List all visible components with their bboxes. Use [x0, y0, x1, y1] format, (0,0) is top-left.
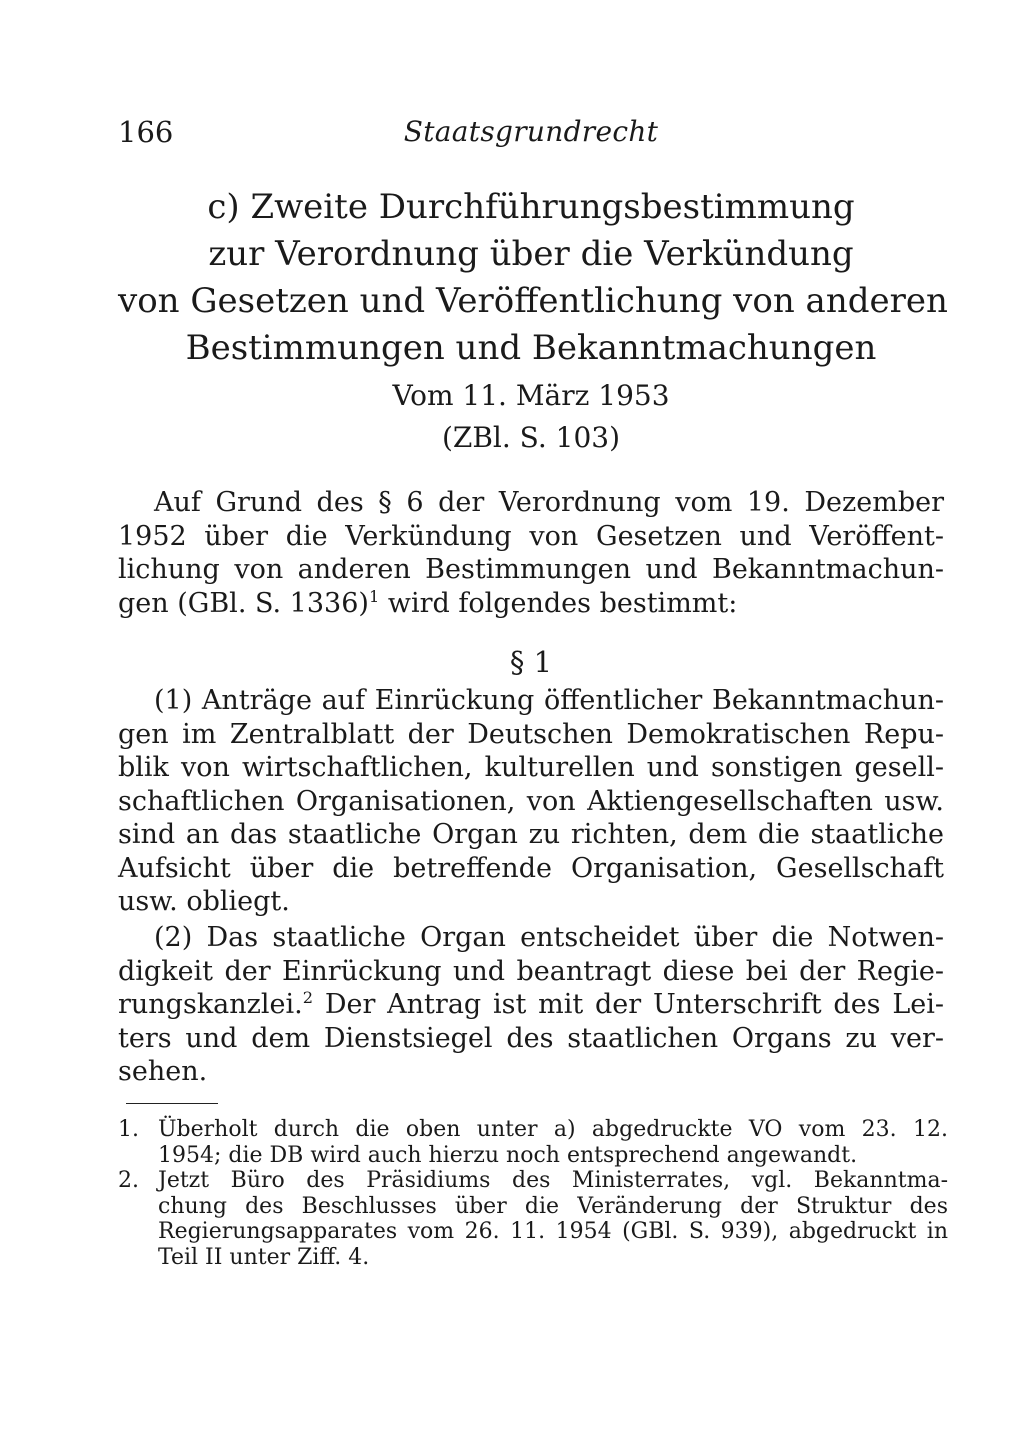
text-fragment: wird folgendes bestimmt: — [379, 587, 738, 619]
issue-date: Vom 11. März 1953 — [392, 379, 670, 412]
paragraph-1 — [118, 684, 944, 919]
document-title — [118, 184, 948, 458]
footnote-divider — [126, 1103, 218, 1104]
text-fragment: Der Antrag ist mit der Unterschrift des Lei- — [313, 989, 944, 1020]
footnote-line: Teil II unter Ziff. 4. — [158, 1244, 370, 1270]
text-line: usw. obliegt. — [118, 886, 290, 917]
footnote-line: Überholt durch die oben unter a) abgedruckte VO vom 23. 12. — [158, 1117, 948, 1142]
footnote — [118, 1168, 948, 1270]
text-line: Auf Grund des § 6 der Verordnung vom 19. Dezember — [154, 487, 944, 518]
text-line: lichung von anderen Bestimmungen und Bekanntmachun- — [118, 554, 944, 585]
footnotes — [118, 1117, 948, 1270]
footnote-line: Jetzt Büro des Präsidiums des Ministerrates, vgl. Bekanntma- — [158, 1168, 948, 1193]
text-fragment: gen (GBl. S. 1336) — [118, 587, 369, 619]
page-header — [118, 112, 944, 152]
paragraph-2 — [118, 921, 944, 1089]
text-line: digkeit der Einrückung und beantragt diese bei der Regie- — [118, 955, 944, 987]
text-line: sehen. — [118, 1056, 208, 1087]
footnote-line: chung des Beschlusses über die Veränderung der Struktur des — [158, 1193, 948, 1219]
section-heading: § 1 — [509, 645, 553, 679]
text-line: sind an das staatliche Organ zu richten, dem die staatliche — [118, 819, 944, 850]
text-line — [118, 988, 944, 1022]
text-line: blik von wirtschaftlichen, kulturellen und sonstigen gesell- — [118, 752, 944, 783]
text-fragment: rungskanzlei. — [118, 989, 303, 1020]
text-line: Aufsicht über die betreffende Organisation, Gesellschaft — [118, 852, 944, 884]
title-line: von Gesetzen und Veröffentlichung von anderen — [118, 281, 948, 321]
text-line: (1) Anträge auf Einrückung öffentlicher Bekanntmachun- — [154, 685, 944, 716]
title-line: c) Zweite Durchführungsbestimmung — [207, 187, 855, 227]
footnote-line: 1954; die DB wird auch hierzu noch entsprechend angewandt. — [158, 1142, 858, 1168]
footnote-number: 1. — [118, 1117, 139, 1142]
text-line: ters und dem Dienstsiegel des staatlichen Organs zu ver- — [118, 1022, 944, 1054]
text-line: schaftlichen Organisationen, von Aktiengesellschaften usw. — [118, 785, 944, 817]
publication-reference: (ZBl. S. 103) — [441, 421, 621, 454]
text-line: 1952 über die Verkündung von Gesetzen und Veröffent- — [118, 520, 944, 552]
page-number: 166 — [118, 115, 174, 149]
running-head: Staatsgrundrecht — [403, 115, 659, 148]
footnote — [118, 1117, 948, 1168]
footnote-line: Regierungsapparates vom 26. 11. 1954 (GBl. S. 939), abgedruckt in — [158, 1219, 948, 1244]
footnote-marker: 2 — [302, 988, 314, 1007]
footnote-marker: 1 — [368, 586, 380, 606]
text-line — [118, 587, 944, 621]
footnote-number: 2. — [118, 1168, 139, 1193]
title-line: zur Verordnung über die Verkündung — [208, 234, 854, 274]
title-line: Bestimmungen und Bekanntmachungen — [185, 328, 877, 368]
preamble — [118, 486, 944, 620]
text-line: (2) Das staatliche Organ entscheidet über die Notwen- — [154, 922, 944, 953]
text-line: gen im Zentralblatt der Deutschen Demokratischen Repu- — [118, 718, 944, 750]
